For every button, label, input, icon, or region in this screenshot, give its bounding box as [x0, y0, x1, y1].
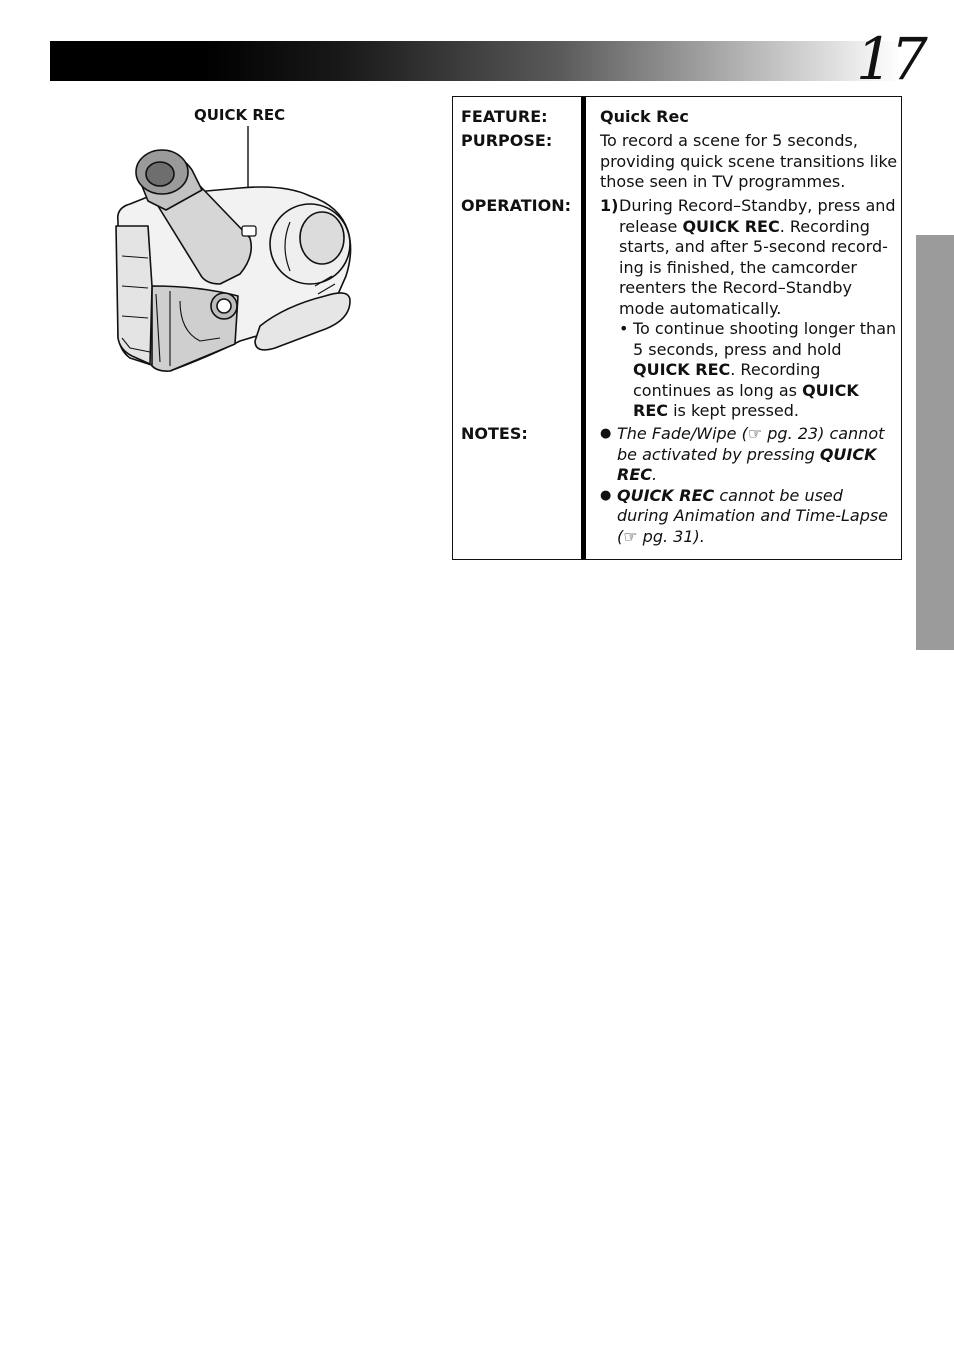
purpose-label: PURPOSE:: [461, 131, 553, 150]
notes-label: NOTES:: [461, 424, 528, 443]
operation-sub-bullet: [600, 319, 898, 422]
sub-text-end: is kept pressed.: [668, 401, 799, 420]
page-number: 17: [856, 25, 926, 93]
note-text: cannot be used during Animation and Time-Lapse (☞ pg. 31).: [617, 485, 889, 546]
feature-label: FEATURE:: [461, 107, 548, 126]
sub-button-name-2: QUICK REC: [633, 380, 859, 420]
camcorder-illustration: [110, 126, 360, 376]
step-text-end: . Recording starts, and after 5-second record-ing is finished, the camcorder reenters the Record–Standby mode automatically.: [619, 216, 888, 318]
operation-text: [600, 196, 898, 422]
sub-text-mid: . Recording continues as long as: [633, 360, 821, 400]
note-item: [600, 424, 898, 486]
note-bullet: ●: [600, 487, 612, 503]
feature-table: [452, 96, 902, 560]
notes-text: [600, 424, 898, 547]
quick-rec-callout: QUICK REC: [194, 106, 286, 124]
operation-step-1: [600, 196, 898, 319]
note-button-name: QUICK REC: [617, 444, 877, 484]
side-tab: [916, 235, 954, 650]
table-divider: [581, 97, 586, 559]
note-bullet: ●: [600, 426, 612, 441]
purpose-text: To record a scene for 5 seconds, providing quick scene transitions like those seen in TV programmes.: [600, 131, 898, 191]
note-text: The Fade/Wipe (☞ pg. 23) cannot be activated by pressing: [617, 424, 885, 464]
sub-button-name: QUICK REC: [633, 360, 731, 379]
header-bar: [50, 41, 900, 81]
feature-value: Quick Rec: [600, 107, 689, 126]
note-text-end: .: [652, 465, 658, 484]
bullet-mark: •: [619, 319, 629, 338]
note-button-name: QUICK REC: [617, 485, 715, 505]
step-number: 1): [600, 196, 619, 215]
step-button-name: QUICK REC: [682, 216, 780, 236]
note-item: [600, 486, 898, 548]
sub-text: To continue shooting longer than 5 seconds, press and hold: [633, 319, 897, 359]
step-text: During Record–Standby, press and release: [619, 196, 896, 236]
operation-label: OPERATION:: [461, 196, 571, 215]
